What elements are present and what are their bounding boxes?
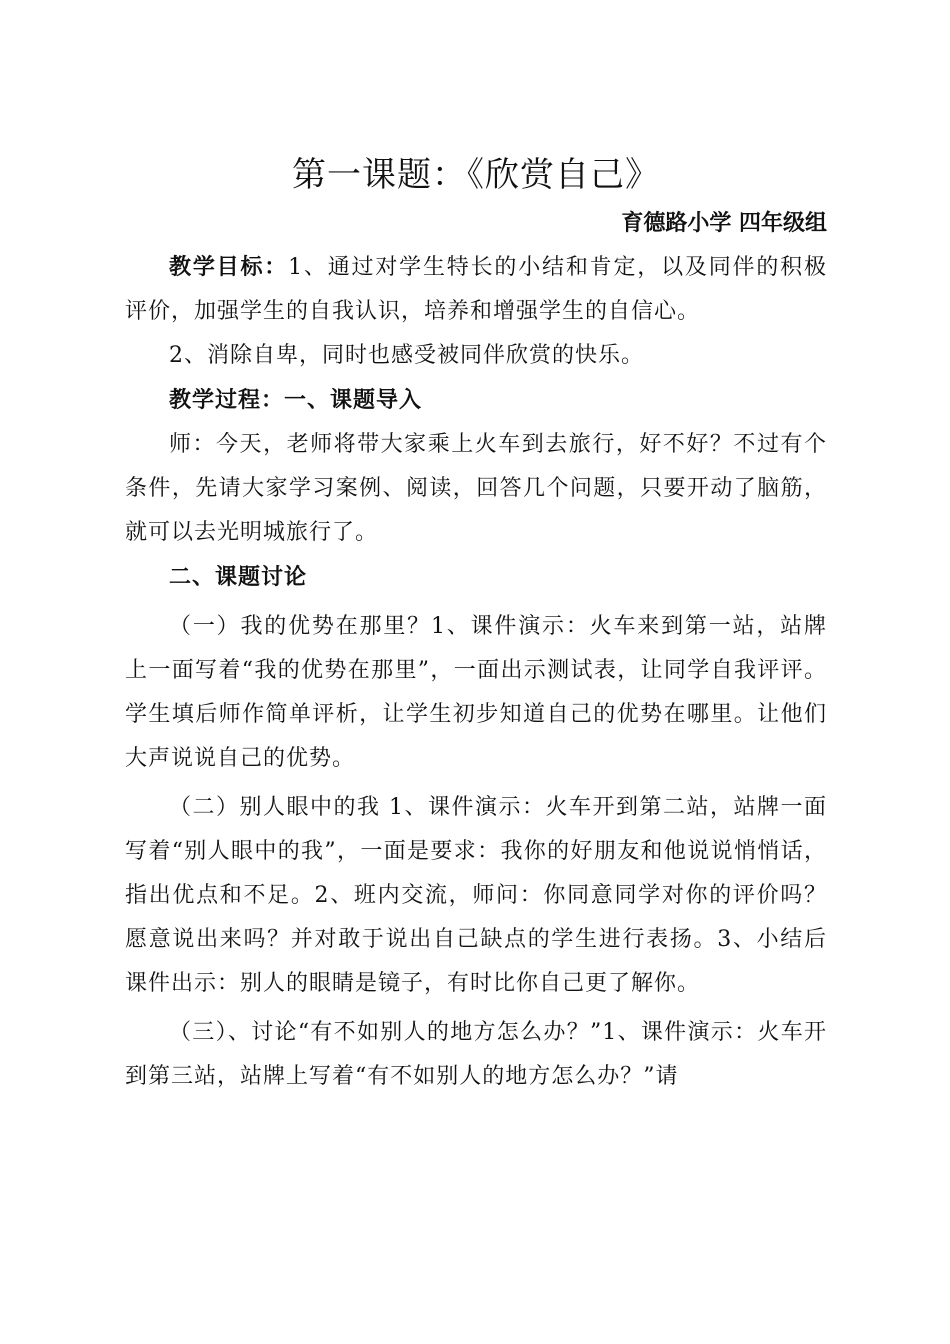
process-label: 教学过程： bbox=[169, 388, 285, 413]
goals-text-1: 1、通过对学生特长的小结和肯定，以及同伴的积极评价，加强学生的自我认识，培养和增强学生的自信心。 bbox=[125, 255, 827, 324]
teaching-goals-paragraph bbox=[125, 246, 827, 334]
part-3-paragraph: （三）、讨论“有不如别人的地方怎么办？”1、课件演示：火车开到第三站，站牌上写着“有不如别人的地方怎么办？”请 bbox=[125, 1020, 827, 1089]
page-title: 第一课题：《欣赏自己》 bbox=[292, 155, 660, 195]
intro-paragraph: 师：今天，老师将带大家乘上火车到去旅行，好不好？不过有个条件，先请大家学习案例、阅读，回答几个问题，只要开动了脑筋，就可以去光明城旅行了。 bbox=[125, 432, 827, 545]
author-line: 育德路小学 四年级组 bbox=[621, 210, 827, 236]
goals-label: 教学目标： bbox=[169, 255, 289, 280]
teaching-goals-paragraph-2: 2、消除自卑，同时也感受被同伴欣赏的快乐。 bbox=[169, 343, 644, 368]
section-2-heading bbox=[125, 555, 827, 600]
part-2-paragraph: （二）别人眼中的我 1、课件演示：火车开到第二站，站牌一面写着“别人眼中的我”，一面是要求：我你的好朋友和他说说悄悄话，指出优点和不足。2、班内交流，师问：你同意同学对你的评价吗？愿意说出来吗？并对敢于说出自己缺点的学生进行表扬。3、小结后课件出示：别人的眼睛是镜子，有时比你自己更了解你。 bbox=[125, 795, 827, 996]
process-section-1: 一、课题导入 bbox=[284, 387, 423, 413]
part-1-paragraph: （一）我的优势在那里？1、课件演示：火车来到第一站，站牌上一面写着“我的优势在那里”，一面出示测试表，让同学自我评评。学生填后师作简单评析，让学生初步知道自己的优势在哪里。让他们大声说说自己的优势。 bbox=[125, 614, 827, 771]
teaching-process-paragraph bbox=[125, 378, 827, 423]
section-2-heading-text: 二、课题讨论 bbox=[169, 564, 308, 590]
document-page bbox=[125, 150, 827, 1099]
